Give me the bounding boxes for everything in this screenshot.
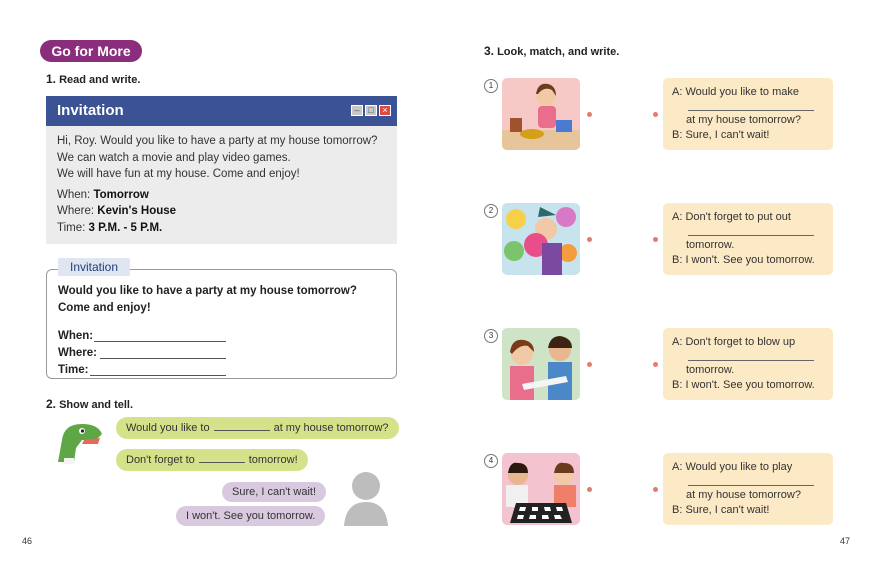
maximize-icon: □ xyxy=(365,105,377,116)
form-where-row xyxy=(58,342,385,359)
page-number-right: 47 xyxy=(840,536,851,546)
bubble-would-you-like xyxy=(116,417,399,439)
bubble-2-blank xyxy=(199,453,245,463)
girl-baking-icon xyxy=(502,78,580,150)
task3-title xyxy=(484,44,619,58)
minimize-icon: – xyxy=(351,105,363,116)
item-3-line-a2: tomorrow. xyxy=(686,364,735,376)
kids-checkers-icon xyxy=(502,453,580,525)
bubble-1-blank xyxy=(214,421,270,431)
item-4-answer-box xyxy=(663,453,833,525)
item-3-blank[interactable] xyxy=(688,350,814,361)
invitation-when xyxy=(57,187,386,204)
item-3-picture xyxy=(502,328,580,400)
item-4-line-b: B: Sure, I can't wait! xyxy=(672,504,770,516)
item-4-left-dot[interactable] xyxy=(587,487,592,492)
invitation-where xyxy=(57,203,386,220)
form-question-1: Would you like to have a party at my house tomorrow? xyxy=(58,285,357,297)
invitation-body xyxy=(46,126,397,243)
item-3-line-b: B: I won't. See you tomorrow. xyxy=(672,379,815,391)
item-1-answer-box xyxy=(663,78,833,150)
bubble-see-you: I won't. See you tomorrow. xyxy=(176,506,325,526)
task2-text: Show and tell. xyxy=(59,399,134,411)
item-1-line-a2: at my house tomorrow? xyxy=(686,114,801,126)
invitation-time xyxy=(57,220,386,237)
invitation-line-1: Hi, Roy. Would you like to have a party at my house tomorrow? xyxy=(57,135,378,147)
item-1-line-a: A: Would you like to make xyxy=(672,86,799,98)
go-for-more-badge: Go for More xyxy=(40,40,142,62)
form-when-row xyxy=(58,325,385,342)
person-silhouette-icon xyxy=(340,468,392,526)
page-number-left: 46 xyxy=(22,536,33,546)
bubble-1-text-b: at my house tomorrow? xyxy=(273,422,389,434)
when-label: When: xyxy=(57,188,94,201)
task3-text: Look, match, and write. xyxy=(497,46,620,58)
task1-text: Read and write. xyxy=(59,74,141,86)
item-2-line-a: A: Don't forget to put out xyxy=(672,211,791,223)
item-1-line-b: B: Sure, I can't wait! xyxy=(672,129,770,141)
item-1-left-dot[interactable] xyxy=(587,112,592,117)
task1-title xyxy=(46,72,140,86)
task3-number: 3. xyxy=(484,44,495,58)
item-2-number: 2 xyxy=(484,204,498,218)
item-3-right-dot[interactable] xyxy=(653,362,658,367)
item-4-line-a: A: Would you like to play xyxy=(672,461,793,473)
task2-number: 2. xyxy=(46,397,57,411)
bubble-2-text-a: Don't forget to xyxy=(126,454,195,466)
item-2-picture xyxy=(502,203,580,275)
bubble-sure: Sure, I can't wait! xyxy=(222,482,326,502)
invitation-card xyxy=(46,96,397,244)
kids-cutting-icon xyxy=(502,328,580,400)
form-time-label: Time: xyxy=(58,364,89,376)
form-where-input[interactable] xyxy=(100,347,226,359)
item-2-answer-box xyxy=(663,203,833,275)
invitation-title-bar xyxy=(46,96,397,126)
form-tab: Invitation xyxy=(58,258,130,276)
where-value: Kevin's House xyxy=(97,205,177,217)
bubble-2-text-b: tomorrow! xyxy=(248,454,298,466)
bubble-1-text-a: Would you like to xyxy=(126,422,210,434)
task2-title xyxy=(46,397,133,411)
where-label: Where: xyxy=(57,205,98,217)
boy-balloon-icon xyxy=(502,203,580,275)
item-1-right-dot[interactable] xyxy=(653,112,658,117)
invitation-line-3: We will have fun at my house. Come and enjoy! xyxy=(57,168,300,180)
form-when-input[interactable] xyxy=(94,330,226,342)
form-where-label: Where: xyxy=(58,347,97,359)
form-when-label: When: xyxy=(58,330,94,342)
item-2-line-b: B: I won't. See you tomorrow. xyxy=(672,254,815,266)
invitation-title: Invitation xyxy=(57,102,124,119)
item-3-number: 3 xyxy=(484,329,498,343)
item-2-blank[interactable] xyxy=(688,225,814,236)
item-4-number: 4 xyxy=(484,454,498,468)
when-value: Tomorrow xyxy=(93,188,149,201)
item-3-answer-box xyxy=(663,328,833,400)
window-buttons xyxy=(351,105,391,116)
item-3-left-dot[interactable] xyxy=(587,362,592,367)
close-icon: × xyxy=(379,105,391,116)
item-4-line-a2: at my house tomorrow? xyxy=(686,489,801,501)
item-1-blank[interactable] xyxy=(688,100,814,111)
item-3-line-a: A: Don't forget to blow up xyxy=(672,336,796,348)
item-4-blank[interactable] xyxy=(688,475,814,486)
form-time-input[interactable] xyxy=(90,364,226,376)
item-4-right-dot[interactable] xyxy=(653,487,658,492)
dinosaur-character-icon xyxy=(52,418,106,464)
time-label: Time: xyxy=(57,221,89,234)
item-1-number: 1 xyxy=(484,79,498,93)
form-question-2: Come and enjoy! xyxy=(58,302,151,314)
form-time-row xyxy=(58,359,385,376)
item-2-left-dot[interactable] xyxy=(587,237,592,242)
item-4-picture xyxy=(502,453,580,525)
time-value: 3 P.M. - 5 P.M. xyxy=(88,221,163,234)
item-1-picture xyxy=(502,78,580,150)
bubble-dont-forget xyxy=(116,449,308,471)
item-2-line-a2: tomorrow. xyxy=(686,239,735,251)
task1-number: 1. xyxy=(46,72,57,86)
invitation-form xyxy=(46,269,397,379)
invitation-line-2: We can watch a movie and play video games. xyxy=(57,151,291,164)
item-2-right-dot[interactable] xyxy=(653,237,658,242)
